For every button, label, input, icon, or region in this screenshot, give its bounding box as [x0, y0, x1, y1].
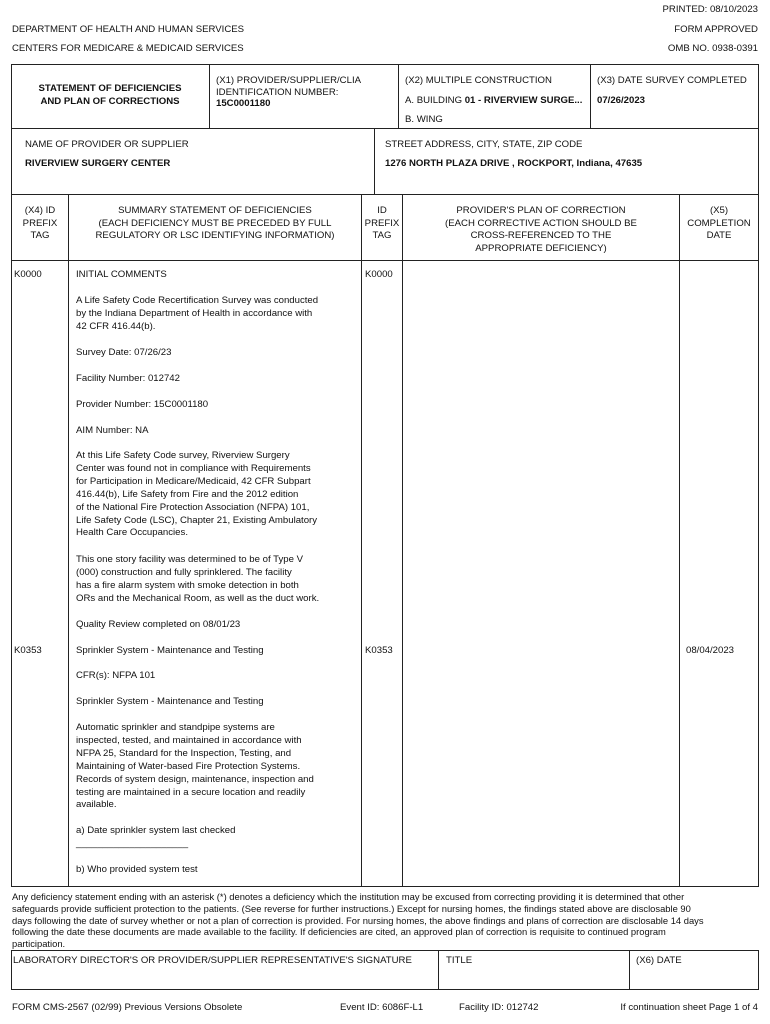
- facility-id: Facility ID: 012742: [459, 1002, 539, 1013]
- summary-header: SUMMARY STATEMENT OF DEFICIENCIES (EACH DEFICIENCY MUST BE PRECEDED BY FULL REGULATORY OR LSC IDENTIFYING INFORMATION): [95, 205, 335, 242]
- disclaimer: Any deficiency statement ending with an asterisk (*) denotes a deficiency which the institution may be excused from correcting providing it is determined that other safeguards provide sufficient protection to the patients. (See reverse for further instructions.) Except for nursing homes, the findings stated above are disclosable 90 days following the date of survey whether or not a plan of correction is provided. For nursing homes, the above findings and plans of correction are disclosable 14 days following the date these documents are made available to the facility. If deficiencies are cited, an approved plan of correction is requisite to continued program participation.: [12, 891, 704, 950]
- x2-building: A. BUILDING 01 - RIVERVIEW SURGE...: [405, 95, 583, 106]
- omb-number: OMB NO. 0938-0391: [667, 43, 758, 54]
- tag-k0000: K0000: [14, 269, 42, 280]
- provider-name-label: NAME OF PROVIDER OR SUPPLIER: [25, 139, 189, 150]
- aim-number: AIM Number: NA: [76, 425, 149, 436]
- title-label: TITLE: [446, 955, 473, 966]
- x2-wing: B. WING: [405, 114, 443, 125]
- cfr-reference: CFR(s): NFPA 101: [76, 670, 156, 681]
- item-a-blank: _____________________: [76, 838, 189, 849]
- centers-name: CENTERS FOR MEDICARE & MEDICAID SERVICES: [12, 43, 244, 54]
- address-label: STREET ADDRESS, CITY, STATE, ZIP CODE: [385, 139, 583, 150]
- printed-date: PRINTED: 08/10/2023: [662, 4, 758, 15]
- sprinkler-title-2: Sprinkler System - Maintenance and Testing: [76, 696, 264, 707]
- x6-date-label: (X6) DATE: [636, 955, 682, 966]
- event-id: Event ID: 6086F-L1: [340, 1002, 424, 1013]
- x3-label: (X3) DATE SURVEY COMPLETED: [597, 75, 747, 86]
- construction-paragraph: This one story facility was determined to be of Type V (000) construction and fully sprinklered. The facility has a fire alarm system with smoke detection in both ORs and the Mechanical Room, as well as the duct work.: [76, 554, 320, 604]
- quality-review: Quality Review completed on 08/01/23: [76, 619, 241, 630]
- signature-label: LABORATORY DIRECTOR'S OR PROVIDER/SUPPLIER REPRESENTATIVE'S SIGNATURE: [13, 955, 412, 966]
- sprinkler-requirement: Automatic sprinkler and standpipe systems are inspected, tested, and maintained in accordance with NFPA 25, Standard for the Inspection, Testing, and Maintaining of Water-based Fire Protection Systems. Records of system design, maintenance, inspection and testing are maintained in a secure location and readily available.: [76, 722, 314, 811]
- facility-number: Facility Number: 012742: [76, 373, 180, 384]
- statement-title: STATEMENT OF DEFICIENCIES AND PLAN OF CORRECTIONS: [38, 83, 182, 107]
- tag-k0000-right: K0000: [365, 269, 393, 280]
- x1-provider-id: (X1) PROVIDER/SUPPLIER/CLIA IDENTIFICATION NUMBER: 15C0001180: [216, 75, 362, 109]
- item-b: b) Who provided system test: [76, 864, 198, 875]
- plan-header: PROVIDER'S PLAN OF CORRECTION (EACH CORRECTIVE ACTION SHOULD BE CROSS-REFERENCED TO THE APPROPRIATE DEFICIENCY): [445, 205, 637, 254]
- completion-date: 08/04/2023: [686, 645, 735, 656]
- form-approved: FORM APPROVED: [674, 24, 758, 35]
- page-indicator: If continuation sheet Page 1 of 4: [620, 1002, 758, 1013]
- department-name: DEPARTMENT OF HEALTH AND HUMAN SERVICES: [12, 24, 245, 35]
- id-prefix-header: ID PREFIX TAG: [364, 205, 400, 242]
- survey-date: Survey Date: 07/26/23: [76, 347, 172, 358]
- compliance-paragraph: At this Life Safety Code survey, Riverview Surgery Center was found not in compliance with Requirements for Participation in Medicare/Medicaid, 42 CFR Subpart 416.44(b), Life Safety from Fire and the 2012 edition of the National Fire Protection Association (NFPA) 101, Life Safety Code (LSC), Chapter 21, Existing Ambulatory Health Care Occupancies.: [76, 450, 318, 539]
- survey-intro: A Life Safety Code Recertification Survey was conducted by the Indiana Department of Health in accordance with 42 CFR 416.44(b).: [76, 295, 319, 332]
- x5-header: (X5) COMPLETION DATE: [687, 205, 751, 242]
- form-number: FORM CMS-2567 (02/99) Previous Versions Obsolete: [12, 1002, 243, 1013]
- sprinkler-title: Sprinkler System - Maintenance and Testing: [76, 645, 264, 656]
- provider-number: Provider Number: 15C0001180: [76, 399, 209, 410]
- initial-comments: INITIAL COMMENTS: [76, 269, 167, 280]
- provider-name: RIVERVIEW SURGERY CENTER: [25, 158, 171, 169]
- x3-date: 07/26/2023: [597, 95, 646, 106]
- item-a: a) Date sprinkler system last checked: [76, 825, 236, 836]
- address-value: 1276 NORTH PLAZA DRIVE , ROCKPORT, Indiana, 47635: [385, 158, 643, 169]
- x2-label: (X2) MULTIPLE CONSTRUCTION: [405, 75, 552, 86]
- x4-header: (X4) ID PREFIX TAG: [22, 205, 58, 242]
- tag-k0353-right: K0353: [365, 645, 393, 656]
- tag-k0353: K0353: [14, 645, 42, 656]
